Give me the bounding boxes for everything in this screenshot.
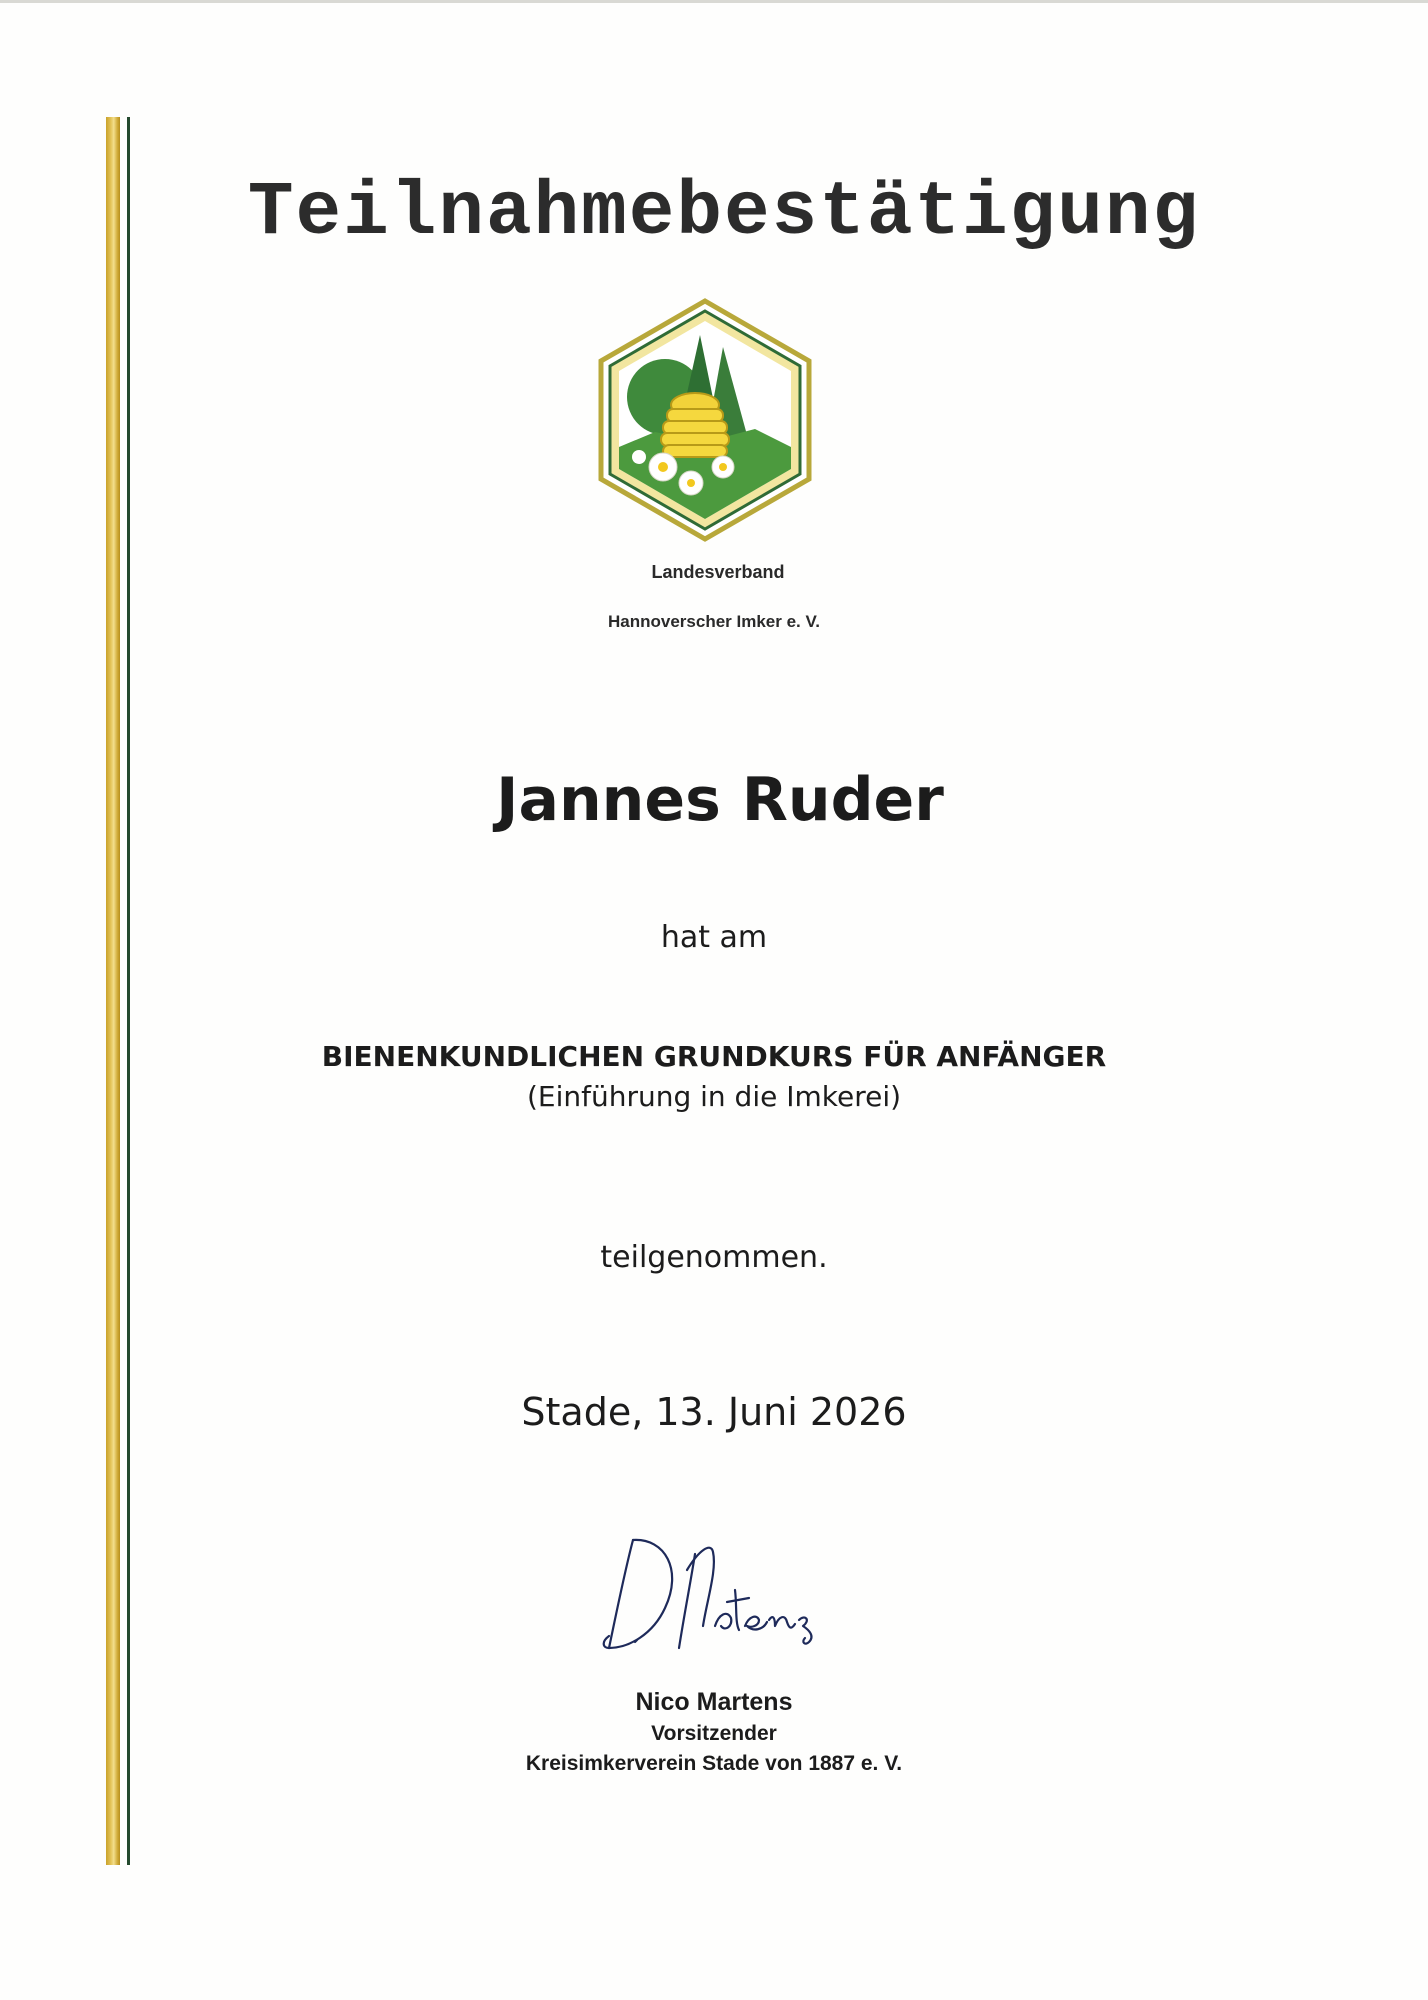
- gold-border-bar: [106, 117, 120, 1865]
- beehive-skep: [661, 393, 729, 457]
- handwritten-signature: [595, 1530, 840, 1660]
- green-border-line: [127, 117, 130, 1865]
- outro-text: teilgenommen.: [600, 1240, 828, 1275]
- course-subtitle: (Einführung in die Imkerei): [526, 1080, 902, 1113]
- certificate-title: Teilnahmebestätigung: [247, 170, 1201, 256]
- top-edge-line: [0, 0, 1428, 3]
- intro-text: hat am: [660, 920, 768, 955]
- signatory-role: Vorsitzender: [651, 1722, 777, 1745]
- signatory-name: Nico Martens: [635, 1688, 793, 1716]
- place-and-date: Stade, 13. Juni 2026: [521, 1390, 907, 1434]
- signatory-organization: Kreisimkerverein Stade von 1887 e. V.: [525, 1752, 903, 1775]
- issuer-line-1: Landesverband: [651, 562, 785, 582]
- issuer-line-2: Hannoverscher Imker e. V.: [608, 612, 820, 631]
- recipient-name: Jannes Ruder: [496, 765, 944, 835]
- beehive-hexagon-logo-icon: [595, 297, 815, 542]
- course-title: BIENENKUNDLICHEN GRUNDKURS FÜR ANFÄNGER: [321, 1040, 1107, 1073]
